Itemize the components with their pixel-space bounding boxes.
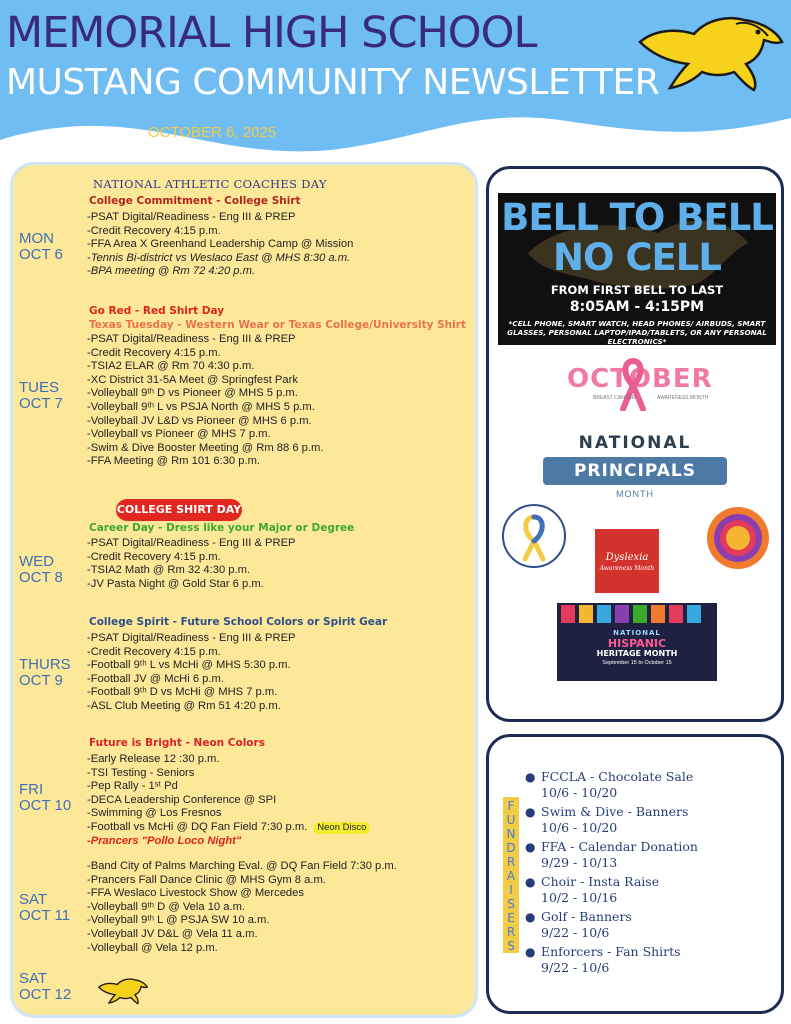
fund-letter: F (507, 799, 515, 813)
down-syndrome-awareness-icon (501, 503, 567, 569)
sat12-date: OCT 12 (19, 986, 72, 1003)
fundraiser-dates: 10/6 - 10/20 (541, 820, 618, 835)
fund-letter: A (506, 869, 516, 883)
sat11-date: OCT 11 (19, 907, 71, 924)
fund-letter: I (509, 883, 513, 897)
event-line: -Early Release 12 :30 p.m. (87, 753, 220, 765)
mon-theme: College Commitment - College Shirt (89, 195, 301, 207)
event-line: -Credit Recovery 4:15 p.m. (87, 550, 221, 563)
bell-title-1: BELL TO BELL (501, 196, 773, 239)
fund-letter: R (506, 925, 516, 939)
event-line: -PSAT Digital/Readiness - Eng III & PREP (87, 537, 296, 549)
mon-date: OCT 6 (19, 246, 63, 263)
hispanic-heritage-banner (557, 603, 717, 681)
fri-day-label (19, 782, 71, 814)
event-line: -XC District 31-5A Meet @ Springfest Park (87, 373, 298, 386)
mustang-logo (636, 12, 786, 94)
hispanic-national: NATIONAL (613, 629, 661, 637)
sat11-day-label (19, 892, 70, 924)
fundraiser-name: Swim & Dive - Banners (541, 804, 689, 819)
thu-date: OCT 9 (19, 672, 63, 689)
event-line: -Volleyball 9ᵗʰ L @ PSJA SW 10 a.m. (87, 914, 270, 927)
coaches-day-banner: NATIONAL ATHLETIC COACHES DAY (93, 177, 327, 191)
mon-events (87, 211, 353, 279)
event-line: -Volleyball vs Pioneer @ MHS 7 p.m. (87, 428, 271, 441)
list-item (525, 874, 698, 909)
event-line: -FFA Meeting @ Rm 101 6:30 p.m. (87, 455, 261, 468)
fund-letter: R (506, 855, 516, 869)
fund-letter: E (507, 911, 515, 925)
list-item (525, 944, 698, 979)
list-item (525, 804, 698, 839)
prancers-event: -Prancers "Pollo Loco Night" (87, 834, 242, 847)
hispanic-heritage-month: HERITAGE MONTH (596, 649, 678, 658)
breast-cancer-label: BREAST CANCER (593, 395, 636, 401)
event-line: -Band City of Palms Marching Eval. @ DQ Fan Field 7:30 p.m. (87, 860, 397, 872)
event-text: -Football vs McHi @ DQ Fan Field 7:30 p.m. (87, 820, 308, 833)
event-line: -JV Pasta Night @ Gold Star 6 p.m. (87, 577, 264, 590)
papel-picado-icon (557, 603, 717, 627)
bell-title-2: NO CELL (553, 236, 721, 279)
newsletter-date: OCTOBER 6, 2025 (148, 124, 277, 141)
newsletter-title: MUSTANG COMMUNITY NEWSLETTER (6, 62, 660, 103)
hispanic-dates: September 15 to October 15 (602, 660, 672, 666)
hispanic-word: HISPANIC (607, 637, 667, 650)
dyslexia-awareness-badge (595, 529, 659, 593)
list-item (525, 839, 698, 874)
fundraiser-name: Enforcers - Fan Shirts (541, 944, 681, 959)
sat12-day-label (19, 971, 71, 1003)
awareness-month-label: AWARENESS MONTH (657, 395, 709, 401)
fri-events (87, 753, 370, 848)
event-line: -TSIA2 Math @ Rm 32 4:30 p.m. (87, 564, 251, 577)
neon-disco-tag: Neon Disco (313, 822, 370, 834)
event-line: -TSI Testing - Seniors (87, 766, 195, 779)
bullying-prevention-icon (705, 505, 771, 571)
fundraiser-dates: 9/29 - 10/13 (541, 855, 618, 870)
thu-day: THURS (19, 656, 71, 673)
sat11-day: SAT (19, 891, 48, 908)
fund-letter: U (506, 813, 516, 827)
event-line: -PSAT Digital/Readiness - Eng III & PREP (87, 333, 296, 345)
fundraiser-name: FFA - Calendar Donation (541, 839, 698, 854)
event-line: -Volleyball JV L&D vs Pioneer @ MHS 6 p.m. (87, 414, 312, 427)
fund-letter: S (507, 897, 515, 911)
event-line: -Volleyball @ Vela 12 p.m. (87, 941, 218, 954)
bell-fine-print: *CELL PHONE, SMART WATCH, HEAD PHONES/ AIRBUDS, SMART GLASSES, PERSONAL LAPTOP/IPAD/TABLETS, OR ANY PERSONAL ELECTRONICS* (507, 319, 767, 345)
fund-letter: D (506, 841, 516, 855)
college-shirt-day-badge: COLLEGE SHIRT DAY (116, 499, 242, 521)
event-line: -FFA Weslaco Livestock Show @ Mercedes (87, 887, 304, 900)
wed-day-label (19, 554, 63, 586)
fundraiser-name: Choir - Insta Raise (541, 874, 660, 889)
bullet-icon: ● (525, 770, 536, 784)
fundraisers-list (525, 769, 698, 979)
fundraisers-vertical-label (503, 797, 519, 953)
principals-national: NATIONAL (578, 433, 692, 453)
event-line: -DECA Leadership Conference @ SPI (87, 793, 277, 806)
event-line: -ASL Club Meeting @ Rm 51 4:20 p.m. (87, 699, 281, 712)
tue-theme-texas: Texas Tuesday - Western Wear or Texas College/University Shirt (89, 319, 466, 331)
bullet-icon: ● (525, 910, 536, 924)
sat11-events (87, 860, 397, 955)
event-line: -Credit Recovery 4:15 p.m. (87, 645, 221, 658)
fundraiser-dates: 10/2 - 10/16 (541, 890, 618, 905)
fri-day: FRI (19, 781, 44, 798)
principals-month-badge (543, 433, 727, 505)
bullet-icon: ● (525, 805, 536, 819)
pink-ribbon-icon (619, 357, 647, 411)
event-line: -BPA meeting @ Rm 72 4:20 p.m. (87, 265, 256, 278)
fund-letter: N (506, 827, 516, 841)
event-line: -Football 9ᵗʰ L vs McHi @ MHS 5:30 p.m. (87, 659, 291, 672)
awareness-panel (486, 166, 784, 722)
mon-day: MON (19, 230, 54, 247)
bullet-icon: ● (525, 840, 536, 854)
dyslexia-subtitle: Awareness Month (599, 565, 655, 572)
thu-events (87, 632, 296, 714)
event-line: -Football 9ᵗʰ D vs McHi @ MHS 7 p.m. (87, 686, 278, 699)
event-line: -Pep Rally - 1ˢᵗ Pd (87, 780, 178, 793)
event-line: -Swimming @ Los Fresnos (87, 807, 222, 820)
event-line: -Tennis Bi-district vs Weslaco East @ MHS 8:30 a.m. (87, 251, 351, 264)
tue-events (87, 333, 323, 469)
sat12-day: SAT (19, 970, 48, 987)
wed-day: WED (19, 553, 54, 570)
mustang-small-icon (95, 977, 151, 1005)
bullet-icon: ● (525, 945, 536, 959)
fundraisers-panel (486, 734, 784, 1014)
fundraiser-name: FCCLA - Chocolate Sale (541, 769, 694, 784)
tue-date: OCT 7 (19, 395, 63, 412)
mon-day-label (19, 231, 63, 263)
event-line: -PSAT Digital/Readiness - Eng III & PREP (87, 211, 296, 223)
event-line: -Volleyball 9ᵗʰ D vs Pioneer @ MHS 5 p.m. (87, 387, 298, 400)
event-line-football (87, 821, 370, 835)
bell-hours: 8:05AM - 4:15PM (569, 299, 705, 315)
list-item (525, 909, 698, 944)
event-line: -TSIA2 ELAR @ Rm 70 4:30 p.m. (87, 360, 255, 373)
october-breast-cancer-word: OCTOBER (567, 364, 713, 394)
event-line: -Swim & Dive Booster Meeting @ Rm 88 6 p.m. (87, 441, 324, 454)
event-line: -Football JV @ McHi 6 p.m. (87, 672, 224, 685)
fri-date: OCT 10 (19, 797, 72, 814)
dyslexia-title: Dyslexia (605, 552, 649, 563)
fundraiser-dates: 10/6 - 10/20 (541, 785, 618, 800)
bell-to-bell-banner (498, 193, 776, 345)
event-line: -Credit Recovery 4:15 p.m. (87, 224, 221, 237)
thu-theme: College Spirit - Future School Colors or Spirit Gear (89, 616, 388, 628)
wed-theme: Career Day - Dress like your Major or Degree (89, 522, 355, 534)
weekly-schedule-panel (10, 162, 478, 1018)
thu-day-label (19, 657, 71, 689)
wed-date: OCT 8 (19, 569, 63, 586)
fundraiser-dates: 9/22 - 10/6 (541, 925, 610, 940)
event-line: -Volleyball 9ᵗʰ D @ Vela 10 a.m. (87, 900, 246, 913)
event-line: -FFA Area X Greenhand Leadership Camp @ Mission (87, 238, 354, 251)
bullet-icon: ● (525, 875, 536, 889)
fundraiser-dates: 9/22 - 10/6 (541, 960, 610, 975)
tue-theme-red: Go Red - Red Shirt Day (89, 305, 225, 317)
fundraiser-name: Golf - Banners (541, 909, 632, 924)
event-line: -Volleyball JV D&L @ Vela 11 a.m. (87, 927, 258, 940)
fri-theme: Future is Bright - Neon Colors (89, 737, 265, 749)
list-item (525, 769, 698, 804)
event-line: -Prancers Fall Dance Clinic @ MHS Gym 8 a.m. (87, 873, 326, 886)
event-line: -PSAT Digital/Readiness - Eng III & PREP (87, 632, 296, 644)
tue-day-label (19, 380, 63, 412)
principals-band: PRINCIPALS (543, 457, 727, 485)
fund-letter: S (507, 939, 515, 953)
principals-month: MONTH (616, 489, 654, 499)
tue-day: TUES (19, 379, 60, 396)
event-line: -Credit Recovery 4:15 p.m. (87, 346, 221, 359)
event-line: -Volleyball 9ᵗʰ L vs PSJA North @ MHS 5 p.m. (87, 400, 315, 413)
school-title: MEMORIAL HIGH SCHOOL (6, 8, 537, 58)
wed-events (87, 537, 296, 591)
bell-subtitle: FROM FIRST BELL TO LAST (550, 283, 724, 297)
